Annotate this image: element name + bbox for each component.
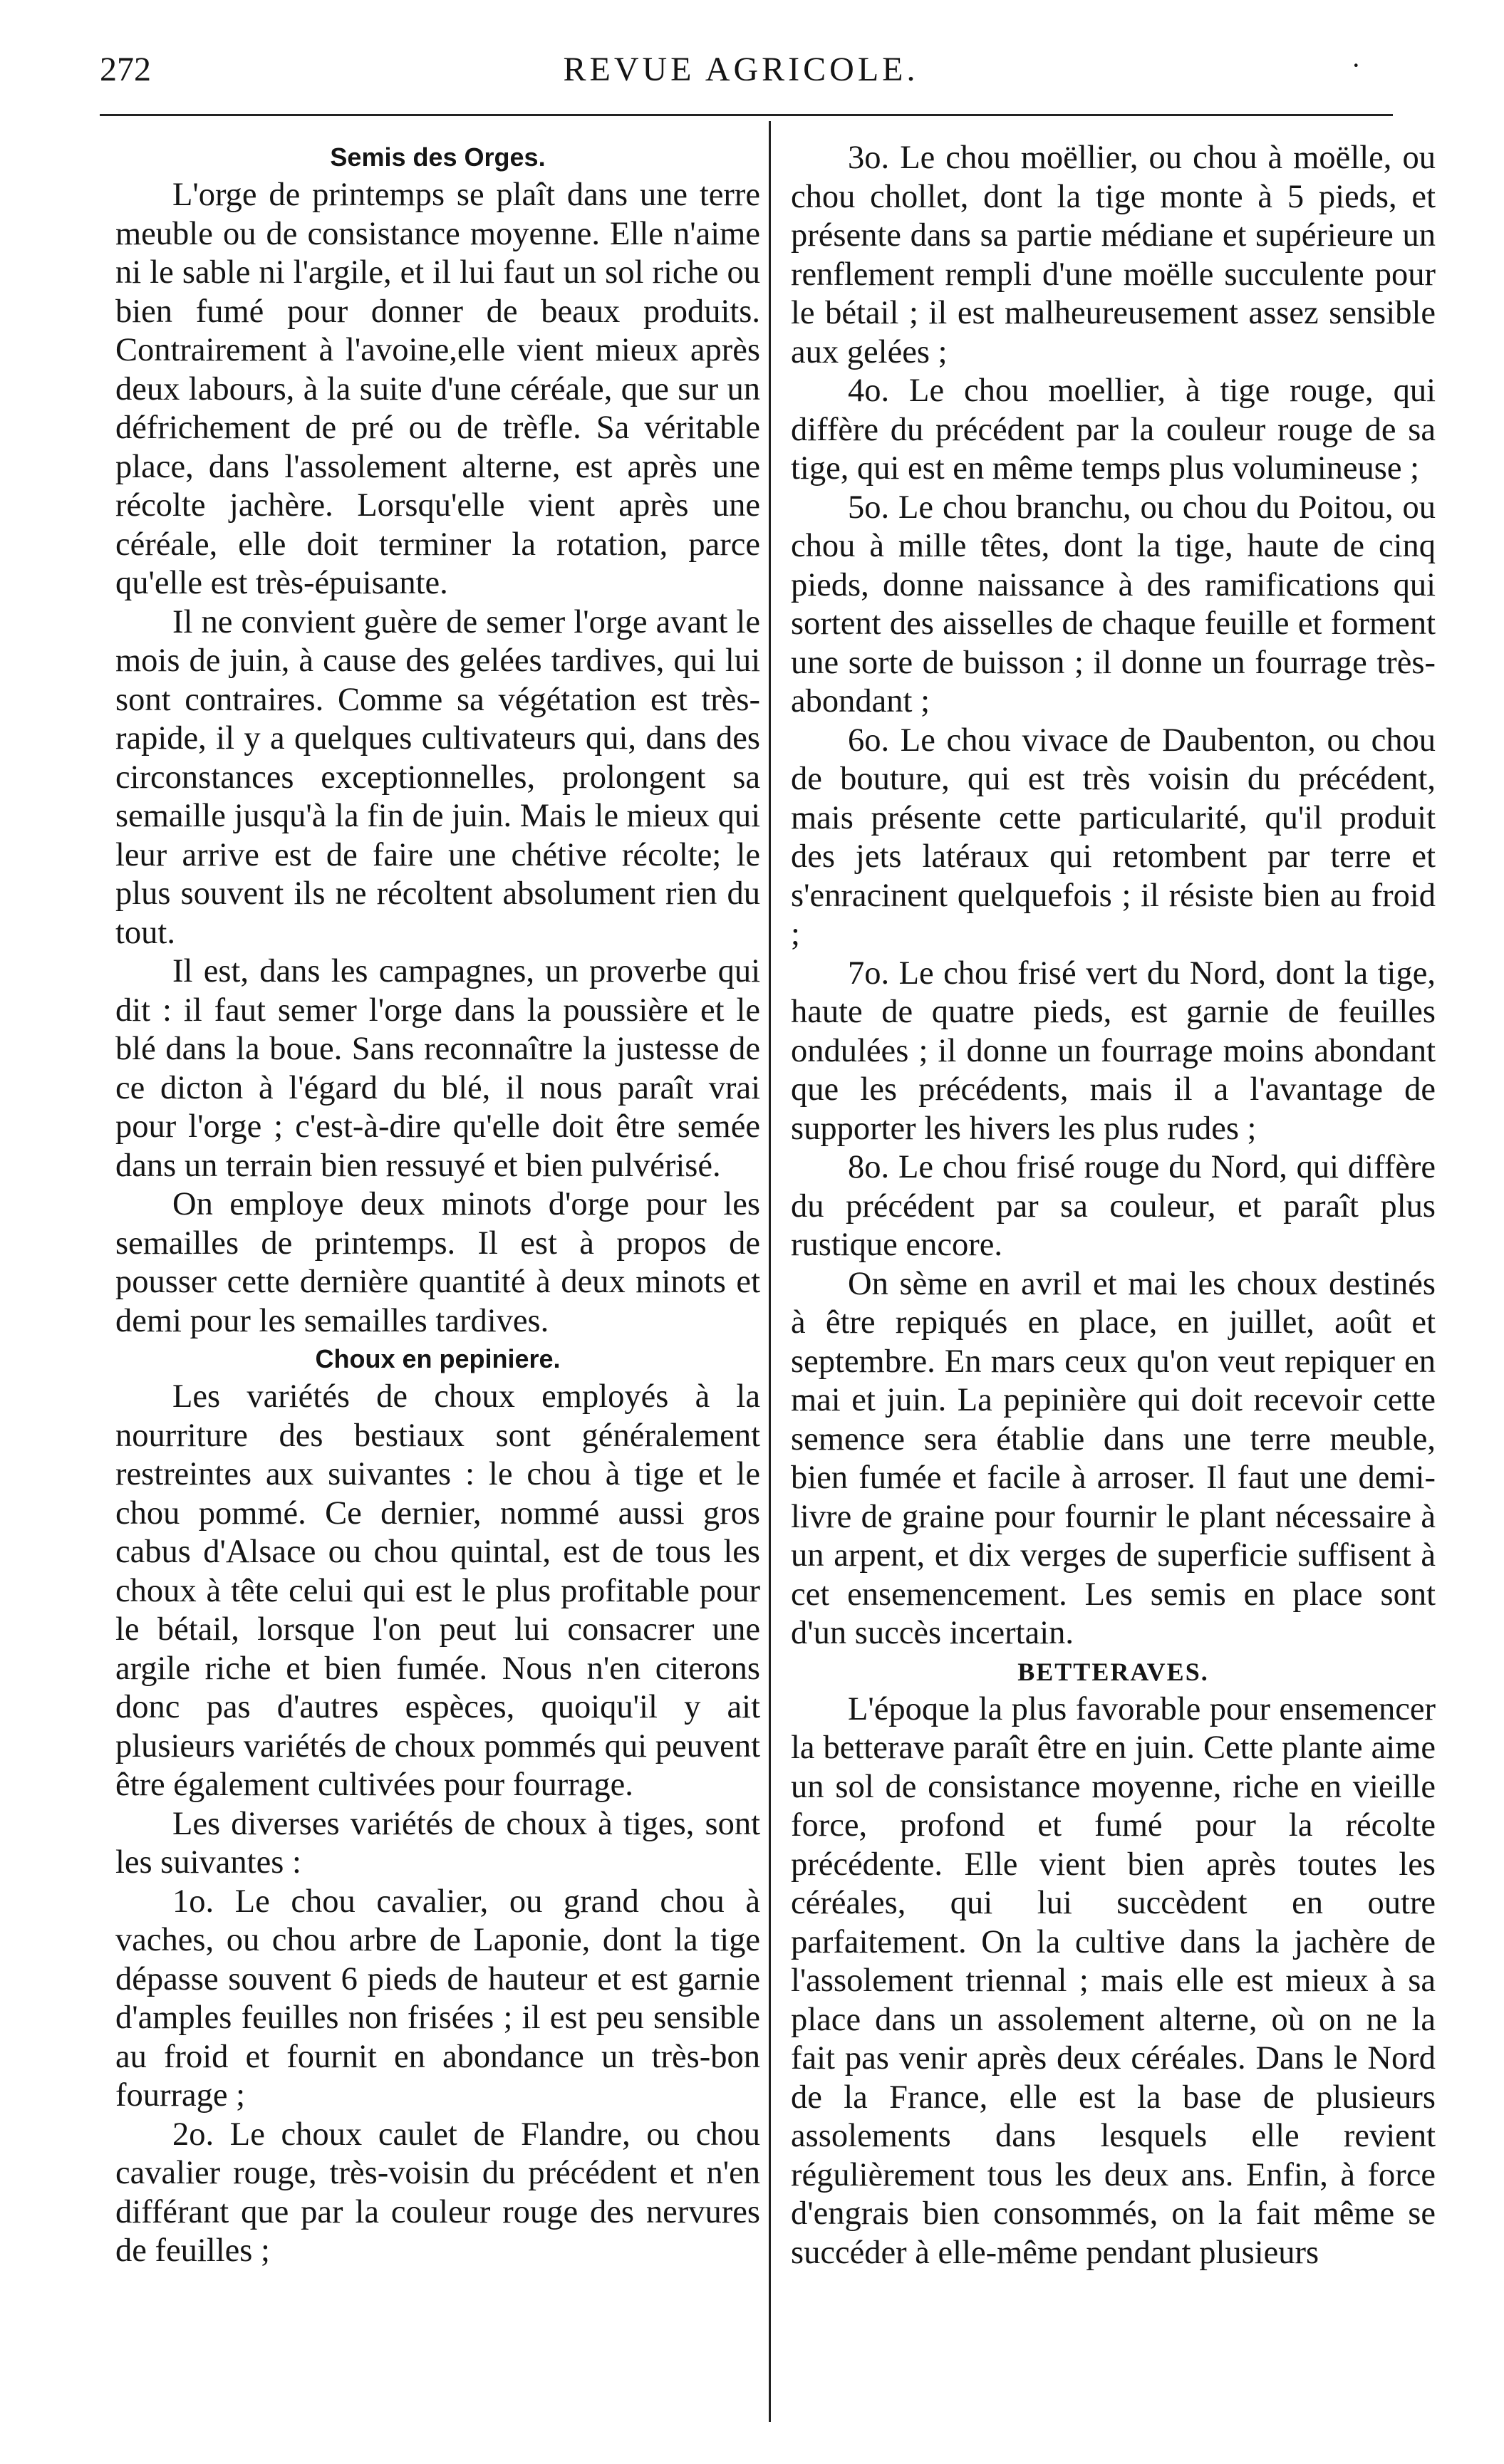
header-mark: · xyxy=(1351,49,1361,81)
list-item: 5o. Le chou branchu, ou chou du Poitou, ou chou à mille têtes, dont la tige, haute de cinq pieds, donne naissance à des ramifications qui sortent des aisselles de chaque feuille et forment une sorte de buisson ; il donne un fourrage très-abondant ; xyxy=(791,489,1436,719)
list-item: 2o. Le choux caulet de Flandre, ou chou cavalier rouge, très-voisin du précédent et n'en différant que par la couleur rouge des nervures de feuilles ; xyxy=(115,2116,760,2269)
list-item: 8o. Le chou frisé rouge du Nord, qui diffère du précédent par sa couleur, et paraît plus rustique encore. xyxy=(791,1149,1436,1263)
paragraph: L'orge de printemps se plaît dans une terre meuble ou de consistance moyenne. Elle n'aime ni le sable ni l'argile, et il lui faut un sol riche ou bien fumé pour donner de beaux produits. Contrairement à l'avoine,elle vient mieux après deux labours, à la suite d'une céréale, que sur un défrichement de pré ou de trèfle. Sa véritable place, dans l'assolement alterne, est après une récolte jachère. Lorsqu'elle vient après une céréale, elle doit terminer la rotation, parce qu'elle est très-épuisante. xyxy=(115,177,760,601)
list-item: 4o. Le chou moellier, à tige rouge, qui diffère du précédent par la couleur rouge de sa tige, qui est en même temps plus volumineuse ; xyxy=(791,373,1436,487)
running-title: REVUE AGRICOLE. xyxy=(563,51,919,88)
list-item: 7o. Le chou frisé vert du Nord, dont la tige, haute de quatre pieds, est garnie de feuilles ondulées ; il donne un fourrage moins abondant que les précédents, mais il a l'avantage de supporter les hivers les plus rudes ; xyxy=(791,955,1436,1147)
left-column xyxy=(115,139,760,2271)
paragraph: Il est, dans les campagnes, un proverbe qui dit : il faut semer l'orge dans la poussière et le blé dans la boue. Sans reconnaître la justesse de ce dicton à l'égard du blé, il nous paraît vrai pour l'orge ; c'est-à-dire qu'elle doit être semée dans un terrain bien ressuyé et bien pulvérisé. xyxy=(115,953,760,1184)
section-heading-orges: Semis des Orges. xyxy=(330,142,546,172)
paragraph: Les diverses variétés de choux à tiges, sont les suivantes : xyxy=(115,1805,760,1881)
list-item: 1o. Le chou cavalier, ou grand chou à vaches, ou chou arbre de Laponie, dont la tige dépasse souvent 6 pieds de hauteur et est garnie d'amples feuilles non frisées ; il est peu sensible au froid et fournit en abondance un très-bon fourrage ; xyxy=(115,1883,760,2114)
right-column xyxy=(791,139,1436,2272)
paragraph: Il ne convient guère de semer l'orge avant le mois de juin, à cause des gelées tardives, qui lui sont contraires. Comme sa végétation est très-rapide, il y a quelques cultivateurs qui, dans des circonstances exceptionnelles, prolongent sa semaille jusqu'à la fin de juin. Mais le mieux qui leur arrive est de faire une chétive récolte; le plus souvent ils ne récoltent absolument rien du tout. xyxy=(115,603,760,951)
list-item: 6o. Le chou vivace de Daubenton, ou chou de bouture, qui est très voisin du précédent, mais présente cette particularité, qu'il produit des jets latéraux qui retombent par terre et s'enracinent quelquefois ; il résiste bien au froid ; xyxy=(791,722,1436,952)
list-item: 3o. Le chou moëllier, ou chou à moëlle, ou chou chollet, dont la tige monte à 5 pieds, et présente dans sa partie médiane et supérieure un renflement rempli d'une moëlle succulente pour le bétail ; il est malheureusement assez sensible aux gelées ; xyxy=(791,140,1436,370)
section-heading-betteraves: BETTERAVES. xyxy=(1017,1657,1209,1686)
section-heading-choux: Choux en pepiniere. xyxy=(315,1344,561,1373)
page-header xyxy=(100,43,1382,100)
column-divider xyxy=(769,121,771,2422)
header-rule xyxy=(100,114,1393,116)
paragraph: Les variétés de choux employés à la nourriture des bestiaux sont généralement restreintes aux suivantes : le chou à tige et le chou pommé. Ce dernier, nommé aussi gros cabus d'Alsace ou chou quintal, est de tous les choux à tête celui qui est le plus profitable pour le bétail, lorsque l'on peut lui consacrer une argile riche et bien fumée. Nous n'en citerons donc pas d'autres espèces, quoiqu'il y ait plusieurs variétés de choux pommés qui peuvent être également cultivées pour fourrage. xyxy=(115,1378,760,1803)
paragraph: On employe deux minots d'orge pour les semailles de printemps. Il est à propos de pousser cette dernière quantité à deux minots et demi pour les semailles tardives. xyxy=(115,1186,760,1339)
page-number: 272 xyxy=(100,51,151,88)
paragraph: On sème en avril et mai les choux destinés à être repiqués en place, en juillet, août et septembre. En mars ceux qu'on veut repiquer en mai et juin. La pepinière qui doit recevoir cette semence sera établie dans une terre meuble, bien fumée et facile à arroser. Il faut une demi-livre de graine pour fournir le plant nécessaire à un arpent, et dix verges de superficie suffisent à cet ensemencement. Les semis en place sont d'un succès incertain. xyxy=(791,1265,1436,1651)
paragraph: L'époque la plus favorable pour ensemencer la betterave paraît être en juin. Cette plante aime un sol de consistance moyenne, riche en vieille force, profond et fumé pour la récolte précédente. Elle vient bien après toutes les céréales, qui lui succèdent en outre parfaitement. On la cultive dans la jachère de l'assolement triennal ; mais elle est mieux à sa place dans un assolement alterne, où on ne la fait pas venir après deux céréales. Dans le Nord de la France, elle est la base de plusieurs assolements dans lesquels elle revient régulièrement tous les deux ans. Enfin, à force d'engrais bien consommés, on la fait même se succéder à elle-même pendant plusieurs xyxy=(791,1690,1436,2271)
